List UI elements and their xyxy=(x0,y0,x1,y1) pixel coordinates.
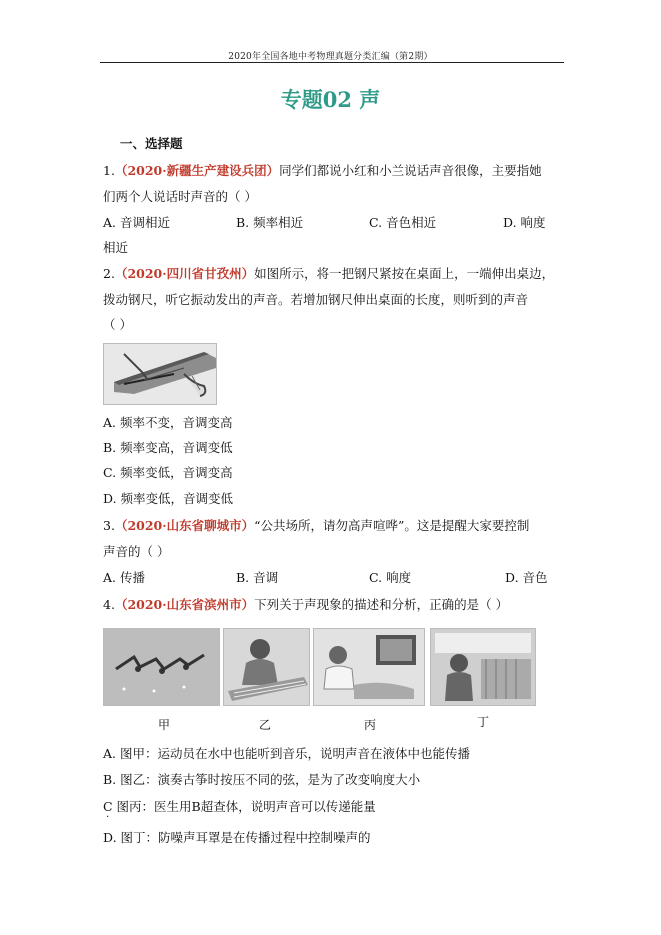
q1-option-d-wrap: 相近 xyxy=(103,240,129,255)
q3-option-d[interactable]: D. 音色 xyxy=(505,570,548,585)
q2-option-a[interactable]: A. 频率不变，音调变高 xyxy=(103,415,233,430)
figure-ding-factory xyxy=(430,628,536,706)
page-title: 专题02 声 xyxy=(280,87,381,112)
question-2-line-2: 拨动钢尺，听它振动发出的声音。若增加钢尺伸出桌面的长度，则听到的声音 xyxy=(103,292,529,307)
caption-yi: 乙 xyxy=(259,718,272,732)
q1-option-c[interactable]: C. 音色相近 xyxy=(369,215,437,230)
q3-option-c[interactable]: C. 响度 xyxy=(369,570,412,585)
q1-option-a[interactable]: A. 音调相近 xyxy=(103,215,170,230)
caption-ding: 丁 xyxy=(477,715,490,729)
q2-option-d[interactable]: D. 频率变低，音调变低 xyxy=(103,491,234,506)
question-2-line-1 xyxy=(103,266,554,282)
question-2-line-3: （ ） xyxy=(103,317,132,332)
question-1-line-2: 们两个人说话时声音的（ ） xyxy=(103,189,257,204)
header-rule xyxy=(100,62,564,63)
question-3-line-1 xyxy=(103,518,529,534)
q3-option-b[interactable]: B. 音调 xyxy=(236,570,279,585)
figure-jia-swimmers xyxy=(103,628,220,706)
question-source: （2020·四川省甘孜州） xyxy=(114,266,255,281)
q4-option-d[interactable]: D. 图丁：防噪声耳罩是在传播过程中控制噪声的 xyxy=(103,830,371,845)
question-text: “公共场所，请勿高声喧哗”。这是提醒大家要控制 xyxy=(254,518,530,533)
question-text: 如图所示，将一把钢尺紧按在桌面上，一端伸出桌边， xyxy=(254,266,555,281)
question-1-line-1 xyxy=(103,163,542,179)
question-source: （2020·山东省聊城市） xyxy=(114,518,255,533)
caption-bing: 丙 xyxy=(364,718,377,732)
question-text: 同学们都说小红和小兰说话声音很像，主要指她 xyxy=(279,163,542,178)
question-source: （2020·新疆生产建设兵团） xyxy=(114,163,280,178)
q3-option-a[interactable]: A. 传播 xyxy=(103,570,145,585)
figure-yi-guzheng xyxy=(223,628,310,706)
q2-option-c[interactable]: C. 频率变低，音调变高 xyxy=(103,465,233,480)
running-header: 2020年全国各地中考物理真题分类汇编（第2期） xyxy=(228,52,433,62)
q2-option-b[interactable]: B. 频率变高，音调变低 xyxy=(103,440,233,455)
question-number: 3. xyxy=(103,518,115,533)
question-number: 2. xyxy=(103,266,115,281)
question-number: 4. xyxy=(103,597,115,612)
ruler-on-desk-figure xyxy=(103,343,217,405)
stray-mark: · xyxy=(106,812,110,823)
figure-bing-ultrasound xyxy=(313,628,425,706)
q4-option-b[interactable]: B. 图乙：演奏古筝时按压不同的弦，是为了改变响度大小 xyxy=(103,772,421,787)
q4-option-c[interactable]: C 图丙：医生用B超查体，说明声音可以传递能量 xyxy=(103,799,376,814)
q4-option-a[interactable]: A. 图甲：运动员在水中也能听到音乐，说明声音在液体中也能传播 xyxy=(103,746,470,761)
question-4-line-1 xyxy=(103,597,508,613)
question-3-line-2: 声音的（ ） xyxy=(103,544,170,559)
question-number: 1. xyxy=(103,163,115,178)
caption-jia: 甲 xyxy=(158,718,171,732)
section-heading: 一、选择题 xyxy=(120,136,183,151)
q1-option-d[interactable]: D. 响度 xyxy=(503,215,546,230)
q1-option-b[interactable]: B. 频率相近 xyxy=(236,215,304,230)
question-text: 下列关于声现象的描述和分析，正确的是（ ） xyxy=(254,597,509,612)
question-source: （2020·山东省滨州市） xyxy=(114,597,255,612)
